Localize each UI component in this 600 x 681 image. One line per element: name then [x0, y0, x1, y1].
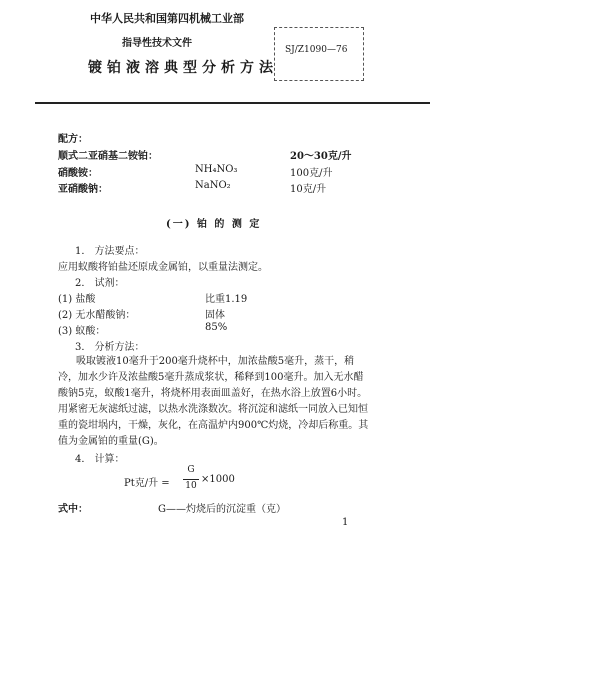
calc-denominator: 10	[185, 481, 197, 491]
reagent-value: 比重1.19	[205, 294, 248, 305]
page-number: 1	[342, 517, 349, 528]
standard-code: SJ/Z1090—76	[285, 45, 348, 55]
reagent-name: (3) 蚁酸：	[58, 326, 106, 337]
reagent-value: 固体	[205, 310, 225, 321]
formula-row-amount: 20～30克/升	[290, 151, 352, 162]
item-text: 应用蚁酸将铂盐还原成金属铂，以重量法测定。	[58, 262, 268, 273]
formula-row-amount: 10克/升	[290, 184, 327, 195]
formula-row-chem: NH₄NO₃	[195, 164, 238, 175]
fraction-bar	[183, 479, 199, 480]
reagent-name: (1) 盐酸	[58, 294, 96, 305]
item-label: 3． 分析方法：	[75, 342, 145, 353]
where-text: G——灼烧后的沉淀重（克）	[158, 504, 286, 515]
where-label: 式中：	[58, 504, 88, 515]
reagent-name: (2) 无水醋酸钠：	[58, 310, 136, 321]
header-rule	[35, 102, 430, 104]
standard-code-box	[274, 27, 364, 81]
org-name: 中华人民共和国第四机械工业部	[90, 12, 244, 25]
method-paragraph: 吸取镀液10毫升于200毫升烧杯中，加浓盐酸5毫升，蒸干，稍冷，加水少许及浓盐酸5毫升蒸成浆状，稀释到100毫升。加入无水醋酸钠5克，蚁酸1毫升，将烧杯用表面皿盖好，在热水浴上放置6小时。用紧密无灰滤纸过滤，以热水洗涤数次。将沉淀和滤纸一同放入已知恒重的瓷坩埚内，干燥，灰化，在高温炉内900℃灼烧，冷却后称重。其值为金属铂的重量(G)。	[58, 356, 369, 447]
formula-row-chem: NaNO₂	[195, 180, 231, 191]
doc-type: 指导性技术文件	[122, 38, 192, 49]
document-title: 镀铂液溶典型分析方法	[88, 60, 278, 76]
item-label: 2． 试剂：	[75, 278, 125, 289]
formula-row-name: 顺式二亚硝基二铵铂：	[58, 151, 158, 162]
formula-row-amount: 100克/升	[290, 168, 333, 179]
item-label: 1． 方法要点：	[75, 246, 145, 257]
formula-row-name: 硝酸铵：	[58, 168, 98, 179]
formula-heading: 配方：	[58, 134, 88, 145]
reagent-value: 85%	[205, 322, 228, 333]
calc-numerator: G	[187, 465, 195, 475]
section-title: (一) 铂 的 测 定	[166, 219, 262, 230]
calc-tail: ×1000	[201, 474, 235, 485]
formula-row-name: 亚硝酸钠：	[58, 184, 108, 195]
item-label: 4． 计算：	[75, 454, 125, 465]
calc-lhs: Pt克/升 =	[124, 478, 170, 489]
